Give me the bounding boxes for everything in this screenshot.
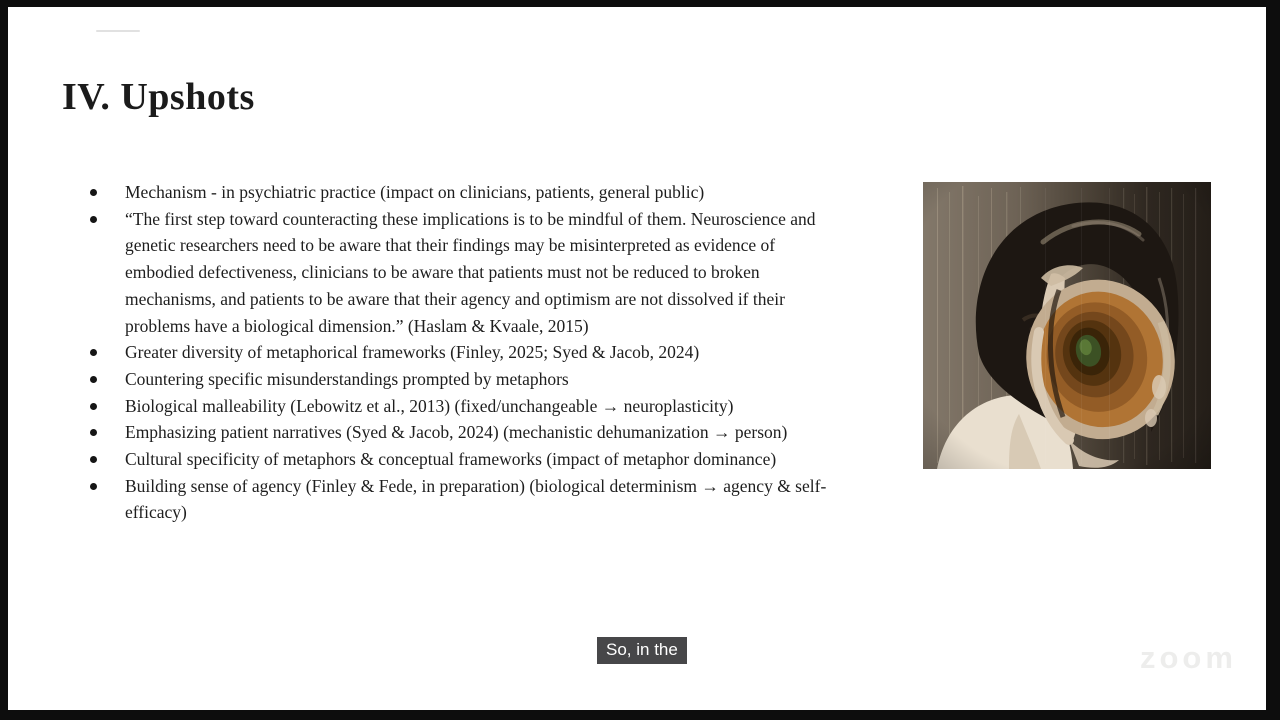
bullet-item <box>88 473 848 526</box>
bullet-item <box>88 366 848 393</box>
bullet-marker-icon <box>88 473 125 500</box>
bullet-item <box>88 446 848 473</box>
presentation-slide <box>8 7 1266 710</box>
bullet-item <box>88 339 848 366</box>
bullet-item <box>88 179 848 206</box>
bullet-text: “The first step toward counteracting these implications is to be mindful of them. Neuroscience and genetic researchers need to be aware that their findings may be misinterpreted as evidence of embodied defectiveness, clinicians to be aware that patients must not be reduced to broken mechanisms, and patients to be aware that their agency and optimism are not dissolved if their problems have a biological dimension.” (Haslam & Kvaale, 2015) <box>125 208 816 336</box>
bullet-text: Greater diversity of metaphorical frameworks (Finley, 2025; Syed & Jacob, 2024) <box>125 342 700 363</box>
live-caption-text: So, in the <box>606 640 678 659</box>
bullet-text: Emphasizing patient narratives (Syed & Jacob, 2024) (mechanistic dehumanization → person) <box>125 422 788 443</box>
bullet-marker-icon <box>88 366 125 393</box>
bullet-marker-icon <box>88 419 125 446</box>
bullet-item <box>88 393 848 420</box>
bullet-text: Building sense of agency (Finley & Fede, in preparation) (biological determinism → agency & self-efficacy) <box>125 475 827 523</box>
bullet-item <box>88 419 848 446</box>
bullet-text: Mechanism - in psychiatric practice (impact on clinicians, patients, general public) <box>125 182 705 202</box>
bullet-item <box>88 206 848 340</box>
bullet-marker-icon <box>88 393 125 420</box>
bullet-marker-icon <box>88 339 125 366</box>
zoom-watermark: zoom <box>1140 640 1237 675</box>
slide-artwork-surreal-portrait <box>923 182 1211 469</box>
bullet-marker-icon <box>88 446 125 473</box>
bullet-list <box>88 179 848 526</box>
bullet-text: Countering specific misunderstandings prompted by metaphors <box>125 368 569 389</box>
slide-artifact-smudge <box>96 30 140 32</box>
bullet-text: Cultural specificity of metaphors & conceptual frameworks (impact of metaphor dominance) <box>125 449 777 470</box>
bullet-marker-icon <box>88 179 125 206</box>
slide-title: IV. Upshots <box>62 76 255 118</box>
live-caption <box>597 637 687 664</box>
bullet-text: Biological malleability (Lebowitz et al., 2013) (fixed/unchangeable → neuroplasticity) <box>125 395 734 416</box>
bullet-marker-icon <box>88 206 125 233</box>
